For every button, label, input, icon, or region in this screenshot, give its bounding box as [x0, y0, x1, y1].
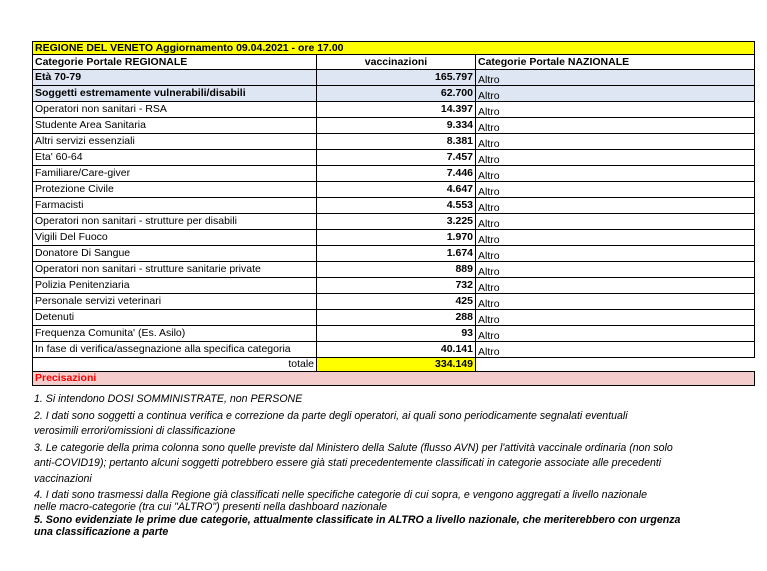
total-label: totale [33, 358, 317, 372]
regional-category-cell: Familiare/Care-giver [33, 166, 317, 182]
regional-category-cell: Soggetti estremamente vulnerabili/disabili [33, 86, 317, 102]
national-category-cell: Altro [476, 198, 755, 214]
regional-category-cell: Detenuti [33, 310, 317, 326]
sheet-title: REGIONE DEL VENETO Aggiornamento 09.04.2021 - ore 17.00 [33, 42, 755, 55]
note-5-line-1: 5. Sono evidenziate le prime due categorie, attualmente classificate in ALTRO a livello nazionale, che meriterebbero con urgenza [34, 513, 681, 526]
table-row [33, 214, 755, 230]
table-row [33, 198, 755, 214]
national-category-cell: Altro [476, 214, 755, 230]
precisazioni-heading: Precisazioni [33, 372, 755, 386]
table-row [33, 326, 755, 342]
vaccinations-cell: 93 [317, 326, 476, 342]
note-1 [34, 392, 749, 408]
regional-category-cell: Donatore Di Sangue [33, 246, 317, 262]
vaccinations-cell: 14.397 [317, 102, 476, 118]
national-category-cell: Altro [476, 246, 755, 262]
national-category-cell: Altro [476, 134, 755, 150]
table-row [33, 294, 755, 310]
total-empty-cell [476, 358, 755, 372]
total-row [33, 358, 755, 372]
vaccinations-cell: 8.381 [317, 134, 476, 150]
vaccinations-cell: 62.700 [317, 86, 476, 102]
regional-category-cell: Studente Area Sanitaria [33, 118, 317, 134]
precisazioni-row [33, 372, 755, 386]
regional-category-cell: Operatori non sanitari - RSA [33, 102, 317, 118]
note-4-line-2: nelle macro-categorie (tra cui "ALTRO") presenti nella dashboard nazionale [34, 501, 387, 514]
header-regional-category: Categorie Portale REGIONALE [33, 55, 317, 70]
national-category-cell: Altro [476, 310, 755, 326]
table-row [33, 134, 755, 150]
total-value: 334.149 [317, 358, 476, 372]
note-2-line-1: 2. I dati sono soggetti a continua verifica e correzione da parte degli operatori, ai quali sono periodicamente segnalati eventuali [34, 409, 628, 422]
national-category-cell: Altro [476, 230, 755, 246]
note-3-line-1: 3. Le categorie della prima colonna sono quelle previste dal Ministero della Salute (flusso AVN) per l'attività vaccinale ordinaria (non solo [34, 441, 673, 454]
table-row [33, 102, 755, 118]
notes-section [34, 392, 749, 539]
note-4 [34, 489, 749, 514]
table-row [33, 150, 755, 166]
note-3-line-2: anti-COVID19); pertanto alcuni soggetti potrebbero essere già stati precedentemente classificati in categorie associate alle precedenti [34, 457, 662, 470]
national-category-cell: Altro [476, 262, 755, 278]
vaccinations-cell: 288 [317, 310, 476, 326]
vaccinations-cell: 732 [317, 278, 476, 294]
note-4-line-1: 4. I dati sono trasmessi dalla Regione già classificati nelle specifiche categorie di cui sopra, e vengono aggregati a livello nazionale [34, 488, 648, 501]
table-row [33, 230, 755, 246]
regional-category-cell: Polizia Penitenziaria [33, 278, 317, 294]
table-row [33, 86, 755, 102]
vaccinations-cell: 1.674 [317, 246, 476, 262]
note-1-text: 1. Si intendono DOSI SOMMINISTRATE, non PERSONE [34, 393, 303, 405]
national-category-cell: Altro [476, 70, 755, 86]
vaccinations-cell: 7.457 [317, 150, 476, 166]
national-category-cell: Altro [476, 166, 755, 182]
vaccination-table [32, 41, 755, 386]
vaccinations-cell: 425 [317, 294, 476, 310]
table-row [33, 310, 755, 326]
table-row [33, 262, 755, 278]
vaccinations-cell: 3.225 [317, 214, 476, 230]
table-row [33, 166, 755, 182]
header-row [33, 55, 755, 70]
vaccinations-cell: 4.647 [317, 182, 476, 198]
regional-category-cell: Farmacisti [33, 198, 317, 214]
header-national-category: Categorie Portale NAZIONALE [476, 55, 755, 70]
vaccinations-cell: 165.797 [317, 70, 476, 86]
note-2 [34, 409, 749, 440]
national-category-cell: Altro [476, 294, 755, 310]
note-5 [34, 514, 749, 539]
national-category-cell: Altro [476, 182, 755, 198]
national-category-cell: Altro [476, 102, 755, 118]
note-5-line-2: una classificazione a parte [34, 526, 169, 539]
header-vaccinations: vaccinazioni [317, 55, 476, 70]
regional-category-cell: Protezione Civile [33, 182, 317, 198]
table-row [33, 118, 755, 134]
regional-category-cell: Frequenza Comunita' (Es. Asilo) [33, 326, 317, 342]
note-3 [34, 441, 749, 488]
vaccinations-cell: 7.446 [317, 166, 476, 182]
national-category-cell: Altro [476, 118, 755, 134]
regional-category-cell: Età 70-79 [33, 70, 317, 86]
vaccinations-cell: 1.970 [317, 230, 476, 246]
table-row [33, 278, 755, 294]
regional-category-cell: Personale servizi veterinari [33, 294, 317, 310]
table-row [33, 70, 755, 86]
national-category-cell: Altro [476, 278, 755, 294]
vaccinations-cell: 889 [317, 262, 476, 278]
national-category-cell: Altro [476, 86, 755, 102]
note-3-line-3: vaccinazioni [34, 472, 92, 485]
vaccinations-cell: 40.141 [317, 342, 476, 358]
regional-category-cell: Operatori non sanitari - strutture per disabili [33, 214, 317, 230]
national-category-cell: Altro [476, 150, 755, 166]
table-row [33, 342, 755, 358]
table-row [33, 246, 755, 262]
national-category-cell: Altro [476, 326, 755, 342]
regional-category-cell: Altri servizi essenziali [33, 134, 317, 150]
regional-category-cell: Eta' 60-64 [33, 150, 317, 166]
regional-category-cell: In fase di verifica/assegnazione alla specifica categoria [33, 342, 317, 358]
national-category-cell: Altro [476, 342, 755, 358]
regional-category-cell: Operatori non sanitari - strutture sanitarie private [33, 262, 317, 278]
title-row [33, 42, 755, 55]
regional-category-cell: Vigili Del Fuoco [33, 230, 317, 246]
vaccinations-cell: 4.553 [317, 198, 476, 214]
note-2-line-2: verosimili errori/omissioni di classificazione [34, 425, 236, 438]
vaccinations-cell: 9.334 [317, 118, 476, 134]
table-row [33, 182, 755, 198]
